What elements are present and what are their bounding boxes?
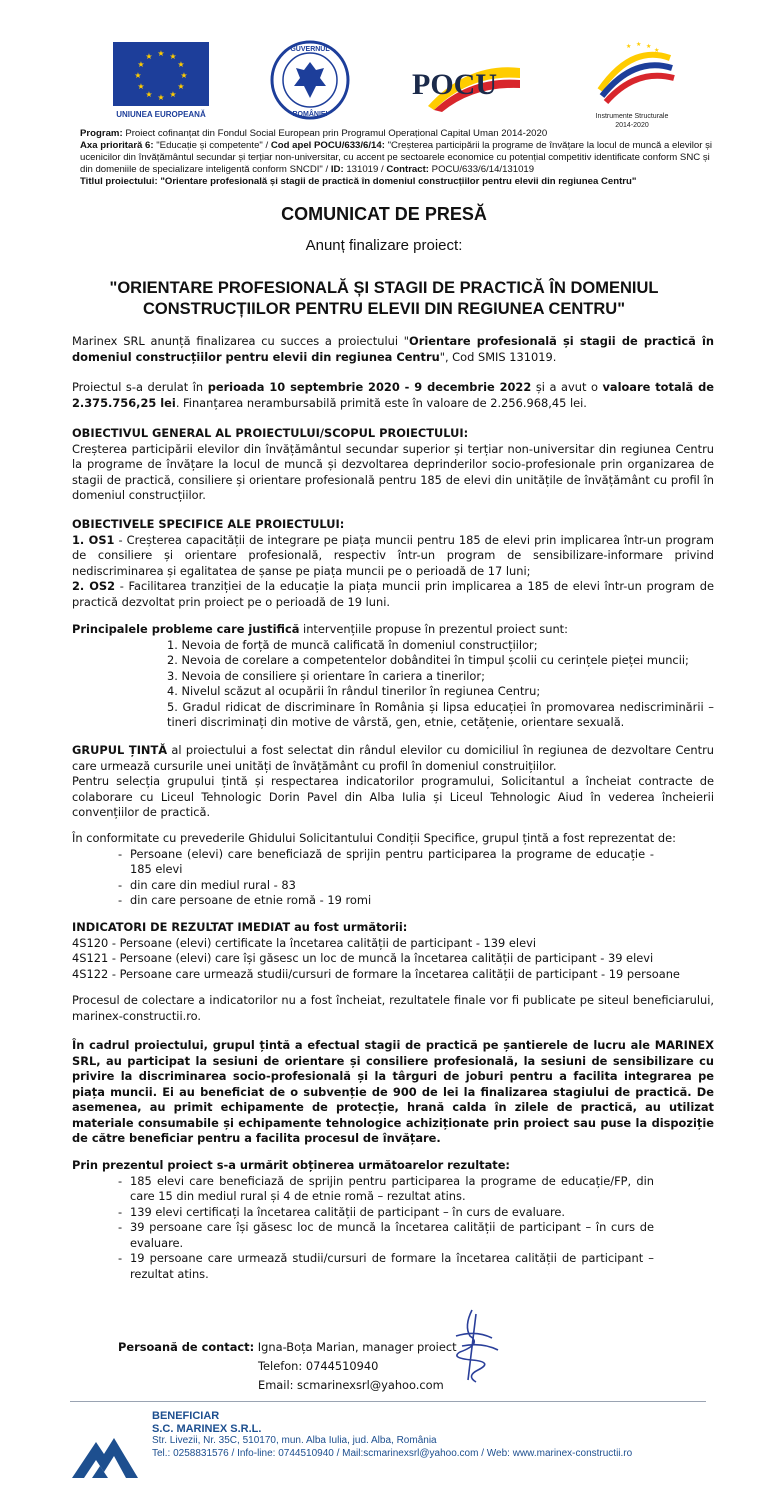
target-group-text: al proiectului a fost selectat din rândul elevilor cu domiciliul în regiunea de dezvoltare Centru care urmează cursurile unei unități de învățământ cu profil în domeniul construițiilor. [72, 743, 714, 773]
objective-os1 [72, 533, 714, 580]
project-title-label: Titlul proiectului: [80, 176, 158, 187]
activities-paragraph: În cadrul proiectului, grupul țintă a efectual stagii de practică pe șantierele de lucru ale MARINEX SRL, au participat la sesiuni de orientare și consiliere profesională, la sesiuni de sensibilizare cu privire la discriminarea socio-profesională și la târguri de joburi pentru a facilita integrarea pe piața muncii. Ei au beneficiat de o subvenție de 900 de lei la finalizarea stagiului de practică. De asemenea, au primit echipamente de protecție, hrană calda în zilele de practică, au utilizat materiale consumabile și echipamente tehnologice achiziționate prin proiect sau puse la dispoziție de către beneficiar pentru a facilita procesul de învățare. [72, 1038, 714, 1145]
svg-text:★: ★ [169, 90, 177, 99]
svg-text:★: ★ [636, 41, 642, 48]
svg-text:★: ★ [157, 93, 165, 102]
results-list [72, 1174, 714, 1283]
axa-label: Axa prioritară 6: [80, 140, 154, 151]
axa-text: "Educație și competente" [156, 140, 263, 151]
intro-text: . Finanțarea nerambursabilă primită este în valoare de 2.256.968,45 lei. [175, 395, 587, 410]
indicators-heading-text: au fost următorii: [290, 920, 408, 934]
indicators-section [72, 920, 714, 982]
specific-objectives-heading: OBIECTIVELE SPECIFICE ALE PROIECTULUI: [72, 517, 345, 531]
structural-instruments-logo [586, 40, 678, 106]
general-objective-text: Creșterea participării elevilor din învățământul secundar superior și terțiar non-universitar din regiunea Centru la programe de învățare la locul de muncă și dezvoltarea deprinderilor socio-profesionale prin organizarea de stagii de practică, consiliere și orientare profesională pentru 185 de elevi din unitățile de învățământ cu profil în domeniul construcțiilor. [72, 441, 714, 502]
footer-address: Str. Livezii, Nr. 35C, 510170, mun. Alba Iulia, jud. Alba, România [152, 1435, 437, 1446]
svg-text:★: ★ [177, 82, 185, 91]
project-title-text: "Orientare profesională și stagii de practică în domeniul construcțiilor pentru elevii din regiunea Centru" [160, 176, 637, 187]
target-group-composition [72, 831, 714, 909]
target-group-intro: În conformitate cu prevederile Ghidului Solicitantului Condiții Specifice, grupul țintă a fost reprezentat de: [72, 831, 676, 845]
intro-text: Marinex SRL anunță finalizarea cu succes a proiectului " [72, 334, 410, 348]
contact-phone: Telefon: 0744510940 [258, 1359, 379, 1373]
eu-flag-logo [113, 42, 209, 106]
indicators-note: Procesul de colectare a indicatorilor nu a fost încheiat, rezultatele finale vor fi publicate pe siteul beneficiarului, marinex-constructii.ro. [72, 993, 714, 1023]
svg-text:★: ★ [654, 47, 660, 54]
intro-paragraph-2 [72, 380, 714, 411]
footer-contacts: Tel.: 0258831576 / Info-line: 0744510940 / Mail:scmarinexsrl@yahoo.com / Web: www.marinex-constructii.ro [152, 1447, 633, 1459]
svg-text:★: ★ [134, 71, 142, 80]
marinex-logo [70, 1420, 140, 1482]
svg-text:★: ★ [137, 82, 145, 91]
svg-text:★: ★ [145, 52, 153, 61]
intro-text: ", Cod SMIS 131019. [439, 349, 557, 364]
separator: / [381, 164, 387, 175]
contact-block [118, 1338, 457, 1395]
list-item: 2. Nevoia de corelare a competentelor dobânditei în timpul școlii cu cerințele pieței muncii; [167, 653, 689, 667]
target-group-list [72, 847, 714, 909]
contact-email: Email: scmarinexsrl@yahoo.com [258, 1378, 444, 1392]
svg-text:★: ★ [626, 43, 632, 50]
eu-caption: UNIUNEA EUROPEANĂ [116, 110, 206, 119]
indicators-heading-bold: INDICATORI DE REZULTAT IMEDIAT [72, 920, 291, 934]
separator: / [325, 164, 331, 175]
svg-text:★: ★ [169, 52, 177, 61]
indicators-heading [72, 920, 714, 936]
svg-text:★: ★ [177, 60, 185, 69]
logo-bar [0, 40, 768, 129]
svg-text:★: ★ [145, 90, 153, 99]
target-group-label: GRUPUL ȚINTĂ [72, 743, 168, 757]
problems-list [72, 638, 714, 731]
gov-seal-bottom-text: ROMÂNIEI [292, 111, 328, 118]
os1-label: 1. OS1 [72, 532, 115, 547]
intro-text: și a avut o [531, 380, 603, 394]
general-objective-section [72, 426, 714, 504]
intro-text: Proiectul s-a derulat în [72, 380, 208, 394]
problems-lead-bold: Principalele probleme care justifică [72, 622, 300, 636]
list-item: - 139 elevi certificați la încetarea calității de participant – în curs de evaluare. [72, 1205, 654, 1221]
program-label: Program: [80, 128, 123, 139]
pocu-logo [408, 54, 528, 112]
list-item: - din care persoane de etnie romă - 19 romi [72, 893, 654, 909]
list-item: - Persoane (elevi) care beneficiază de sprijin pentru participarea la programe de educație - 185 elevi [72, 847, 654, 878]
romanian-government-seal-logo [270, 40, 350, 120]
separator: / [262, 140, 271, 151]
target-group-section [72, 743, 714, 821]
id-text: 131019 [346, 164, 379, 175]
project-title: "ORIENTARE PROFESIONALĂ ȘI STAGII DE PRACTICĂ ÎN DOMENIUL CONSTRUCȚIILOR PENTRU ELEVII DIN REGIUNEA CENTRU" [109, 279, 659, 318]
problems-section [72, 622, 714, 731]
footer-company-name: S.C. MARINEX S.R.L. [152, 1422, 262, 1435]
target-group-paragraph-1 [72, 743, 714, 774]
intro-paragraph-1 [72, 334, 714, 365]
list-item: - 185 elevi care beneficiază de sprijin pentru participarea la programe de educație/FP, din care 15 din mediul rural și 4 de etnie romă – rezultat atins. [72, 1174, 654, 1205]
general-objective-heading: OBIECTIVUL GENERAL AL PROIECTULUI/SCOPUL PROIECTULUI: [72, 426, 469, 440]
contract-label: Contract: [386, 164, 429, 175]
svg-text:★: ★ [157, 49, 165, 58]
problems-lead-text: intervențiile propuse în prezentul proiect sunt: [299, 622, 568, 636]
footer-info [152, 1410, 712, 1460]
is-caption-line2: 2014-2020 [615, 122, 649, 129]
os2-text: - Facilitarea tranziției de la educație la piața muncii prin implicarea a 185 de elevi într-un program de practică dezvoltat prin proiect pe o perioadă de 19 luni. [72, 579, 715, 609]
svg-text:★: ★ [137, 60, 145, 69]
list-item: - 19 persoane care urmează studii/cursuri de formare la încetarea calității de participant – rezultat atins. [72, 1251, 654, 1282]
results-section [72, 1158, 714, 1282]
indicator-row: 4S121 - Persoane (elevi) care își găsesc un loc de muncă la încetarea calității de participant - 39 elevi [72, 951, 654, 965]
contact-name: Igna-Boța Marian, manager proiect [257, 1340, 457, 1354]
os1-text: - Creșterea capacității de integrare pe piața muncii pentru 185 de elevi prin implicarea într-un program de consiliere și orientare profesională, respectiv într-un program de sensibilizare-informare privind nediscriminarea și egalitatea de șanse pe piața muncii pe o perioadă de 17 luni; [72, 532, 715, 578]
svg-text:★: ★ [180, 71, 188, 80]
list-item: 1. Nevoia de forță de muncă calificată în domeniul construcțiilor; [167, 637, 538, 652]
svg-text:★: ★ [646, 43, 652, 50]
cod-apel-label: Cod apel POCU/633/6/14: [270, 140, 385, 151]
objective-os2 [72, 579, 714, 610]
specific-objectives-section [72, 517, 714, 610]
indicator-row: 4S120 - Persoane (elevi) certificate la încetarea calității de participant - 139 elevi [72, 935, 536, 950]
intro-project-name: Orientare profesională și stagii de practică în domeniul construcțiilor pentru elevii din regiunea Centru [72, 334, 715, 364]
contract-text: POCU/633/6/14/131019 [431, 164, 535, 175]
contact-label: Persoană de contact: [118, 1340, 255, 1354]
list-item: 5. Gradul ridicat de discriminare în România și lipsa educației în promovarea nediscriminării – tineri discriminați din motive de vârstă, gen, etnie, cetățenie, orientare sexuală. [167, 699, 714, 729]
project-period: perioada 10 septembrie 2020 - 9 decembrie 2022 [207, 380, 532, 394]
gov-seal-top-text: GUVERNUL [290, 46, 330, 53]
page-subtitle: Anunț finalizare proiect: [305, 237, 463, 254]
program-info [80, 128, 720, 188]
is-caption-line1: Instrumente Structurale [595, 113, 669, 120]
page-title: COMUNICAT DE PRESĂ [281, 204, 487, 224]
project-total-value: valoare totală de 2.375.756,25 lei [72, 380, 714, 410]
list-item: 3. Nevoia de consiliere și orientare în cariera a tinerilor; [167, 668, 485, 683]
target-group-paragraph-2: Pentru selecția grupului țintă și respectarea indicatorilor programului, Solicitantul a încheiat contracte de colaborare cu Liceul Tehnologic Dorin Pavel din Alba Iulia și Liceul Tehnologic Aiud în vederea încheierii convențiilor de practică. [72, 774, 714, 819]
id-label: ID: [330, 164, 344, 175]
indicator-row: 4S122 - Persoane care urmează studii/cursuri de formare la încetarea calității de participant - 19 persoane [72, 966, 680, 981]
pocu-logo-text: POCU [412, 68, 497, 101]
list-item: 4. Nivelul scăzut al ocupării în rândul tinerilor în regiunea Centru; [167, 684, 541, 698]
contact-person [118, 1338, 457, 1357]
list-item: - 39 persoane care își găsesc loc de muncă la încetarea calității de participant – în curs de evaluare. [72, 1220, 654, 1251]
os2-label: 2. OS2 [72, 579, 116, 593]
results-heading: Prin prezentul proiect s-a urmărit obținerea următoarelor rezultate: [72, 1158, 510, 1172]
list-item: - din care din mediul rural - 83 [72, 878, 654, 894]
problems-lead [72, 622, 714, 638]
cod-apel-text: "Creșterea participării la programe de învățare la locul de muncă a elevilor și ucenicilor din învățământul secundar și terțiar non-universitar, cu accent pe sectoarele economice cu potențial competitiv identificate conform SNC și din domeniile de specializare inteligentă conform SNCDI" [80, 140, 713, 175]
footer-divider [70, 1401, 706, 1402]
program-text: Proiect cofinanțat din Fondul Social European prin Programul Operațional Capital Uman 2014-2020 [125, 128, 548, 139]
footer-beneficiary-label: BENEFICIAR [152, 1410, 220, 1422]
